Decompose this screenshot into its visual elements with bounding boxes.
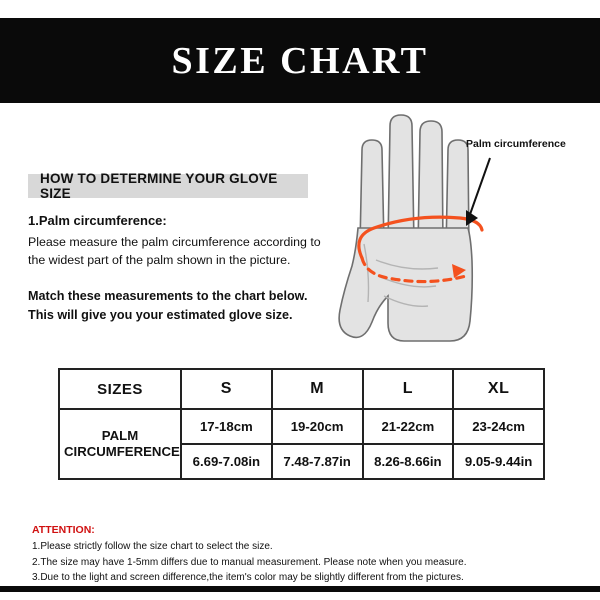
header-cell-s: S — [181, 369, 272, 409]
cell-in-s: 6.69-7.08in — [181, 444, 272, 479]
size-table-body — [59, 409, 544, 479]
attention-block — [32, 524, 577, 586]
callout-pointer — [466, 158, 490, 226]
palm-circumference-label: Palm circumference — [466, 138, 566, 150]
step-1-body-line-2: the widest part of the palm shown in the picture. — [28, 253, 291, 268]
cell-cm-l: 21-22cm — [363, 409, 454, 444]
size-table-wrapper — [58, 368, 545, 480]
header-cell-sizes: SIZES — [59, 369, 181, 409]
cell-cm-s: 17-18cm — [181, 409, 272, 444]
instructions-spacer — [28, 270, 328, 287]
hand-shape — [339, 115, 472, 341]
size-table — [58, 368, 545, 480]
page-title: SIZE CHART — [171, 39, 429, 82]
header-cell-l: L — [363, 369, 454, 409]
header-banner — [0, 18, 600, 103]
attention-line-1: 1.Please strictly follow the size chart to select the size. — [32, 541, 273, 552]
attention-line-2: 2.The size may have 1-5mm differs due to manual measurement. Please note when you measure. — [32, 556, 467, 568]
cell-in-l: 8.26-8.66in — [363, 444, 454, 479]
hand-illustration — [318, 110, 588, 350]
cell-cm-m: 19-20cm — [272, 409, 363, 444]
header-cell-xl: XL — [453, 369, 544, 409]
match-line-1: Match these measurements to the chart below. — [28, 288, 308, 303]
row-label-line-1: PALM — [101, 427, 139, 443]
attention-title: ATTENTION: — [32, 524, 95, 536]
instructions-block — [28, 212, 328, 326]
bottom-divider — [0, 586, 600, 592]
attention-line-3: 3.Due to the light and screen difference,the item's color may be slightly different from the pictures. — [32, 572, 464, 583]
size-table-head — [59, 369, 544, 409]
step-1-body-line-1: Please measure the palm circumference according to — [28, 234, 321, 249]
row-label-line-2: CIRCUMFERENCE — [64, 444, 180, 459]
cell-cm-xl: 23-24cm — [453, 409, 544, 444]
howto-banner — [28, 171, 308, 201]
table-row — [59, 409, 544, 444]
row-label-palm-circumference — [59, 409, 181, 479]
cell-in-m: 7.48-7.87in — [272, 444, 363, 479]
header-cell-m: M — [272, 369, 363, 409]
match-line-2: This will give you your estimated glove size. — [28, 308, 293, 323]
cell-in-xl: 9.05-9.44in — [453, 444, 544, 479]
table-header-row — [59, 369, 544, 409]
step-1-heading: 1.Palm circumference: — [28, 213, 167, 228]
howto-banner-label: HOW TO DETERMINE YOUR GLOVE SIZE — [40, 171, 278, 201]
